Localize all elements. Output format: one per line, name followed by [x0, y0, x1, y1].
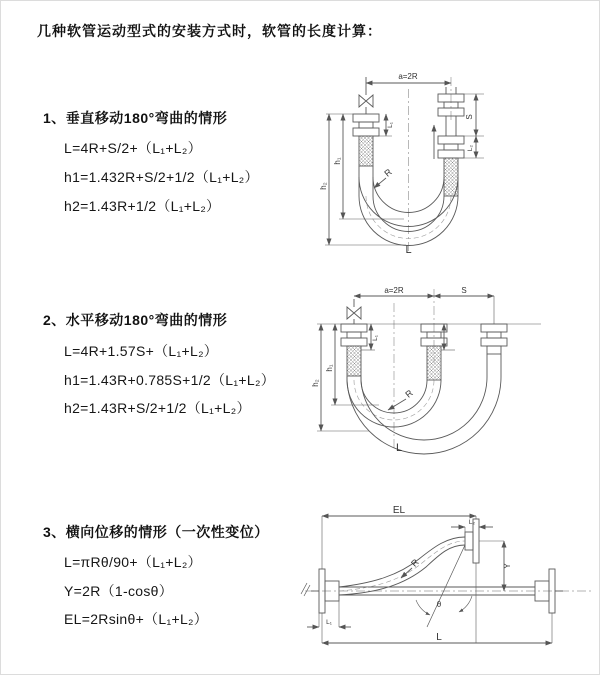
dim-label-a2r: a=2R	[398, 72, 418, 81]
section-2-formula-h2: h2=1.43R+S/2+1/2（L₁+L₂）	[64, 400, 251, 416]
dim-label-h2: h₂	[311, 379, 320, 387]
radius-label: R	[403, 387, 415, 400]
length-label: L	[436, 632, 442, 643]
diagram-horizontal-180-bend	[309, 283, 594, 463]
section-1-formula-l: L=4R+S/2+（L₁+L₂）	[64, 140, 202, 156]
dim-label-l2: L₂	[468, 519, 476, 526]
radius-label: R	[382, 166, 394, 179]
hose-u-drawing	[325, 77, 484, 253]
dim-label-el: EL	[392, 505, 406, 516]
hose-s-curve-drawing	[301, 516, 591, 643]
dim-label-l1: L₁	[326, 619, 332, 626]
dim-label-s: S	[461, 286, 467, 295]
length-label: L	[395, 442, 403, 454]
section-2-formula-h1: h1=1.43R+0.785S+1/2（L₁+L₂）	[64, 372, 275, 388]
valve-icon	[347, 299, 361, 324]
dim-label-l1: L₁	[372, 335, 379, 341]
section-3-formula-y: Y=2R（1-cosθ）	[64, 583, 174, 599]
section-1-formula-h2: h2=1.43R+1/2（L₁+L₂）	[64, 198, 221, 214]
section-3-formula-el: EL=2Rsinθ+（L₁+L₂）	[64, 611, 209, 627]
dim-label-h1: h₁	[333, 157, 342, 165]
dim-label-y: Y	[503, 563, 512, 569]
dim-label-l2: L₂	[467, 144, 474, 152]
dim-label-h1: h₁	[325, 364, 334, 372]
radius-label: R	[409, 557, 421, 569]
length-label: L	[405, 244, 412, 256]
dim-label-l1: L₁	[387, 122, 394, 128]
diagram-vertical-180-bend	[316, 61, 591, 261]
hose-u-drawing	[317, 289, 541, 454]
centerline-break-icon	[301, 583, 310, 596]
dim-label-h2: h₂	[319, 182, 328, 190]
section-2-heading: 2、水平移动180°弯曲的情形	[43, 312, 228, 328]
diagram-lateral-displacement	[299, 501, 599, 656]
section-1-heading: 1、垂直移动180°弯曲的情形	[43, 110, 228, 126]
section-3-formula-l: L=πRθ/90+（L₁+L₂）	[64, 554, 202, 570]
section-1-formula-h1: h1=1.432R+S/2+1/2（L₁+L₂）	[64, 169, 259, 185]
dim-label-a2r: a=2R	[384, 286, 404, 295]
section-2-formula-l: L=4R+1.57S+（L₁+L₂）	[64, 343, 219, 359]
angle-label: θ	[436, 600, 442, 609]
section-3-heading: 3、横向位移的情形（一次性变位）	[43, 524, 269, 540]
dim-label-s: S	[465, 114, 474, 120]
page-title: 几种软管运动型式的安装方式时，软管的长度计算：	[37, 23, 382, 39]
